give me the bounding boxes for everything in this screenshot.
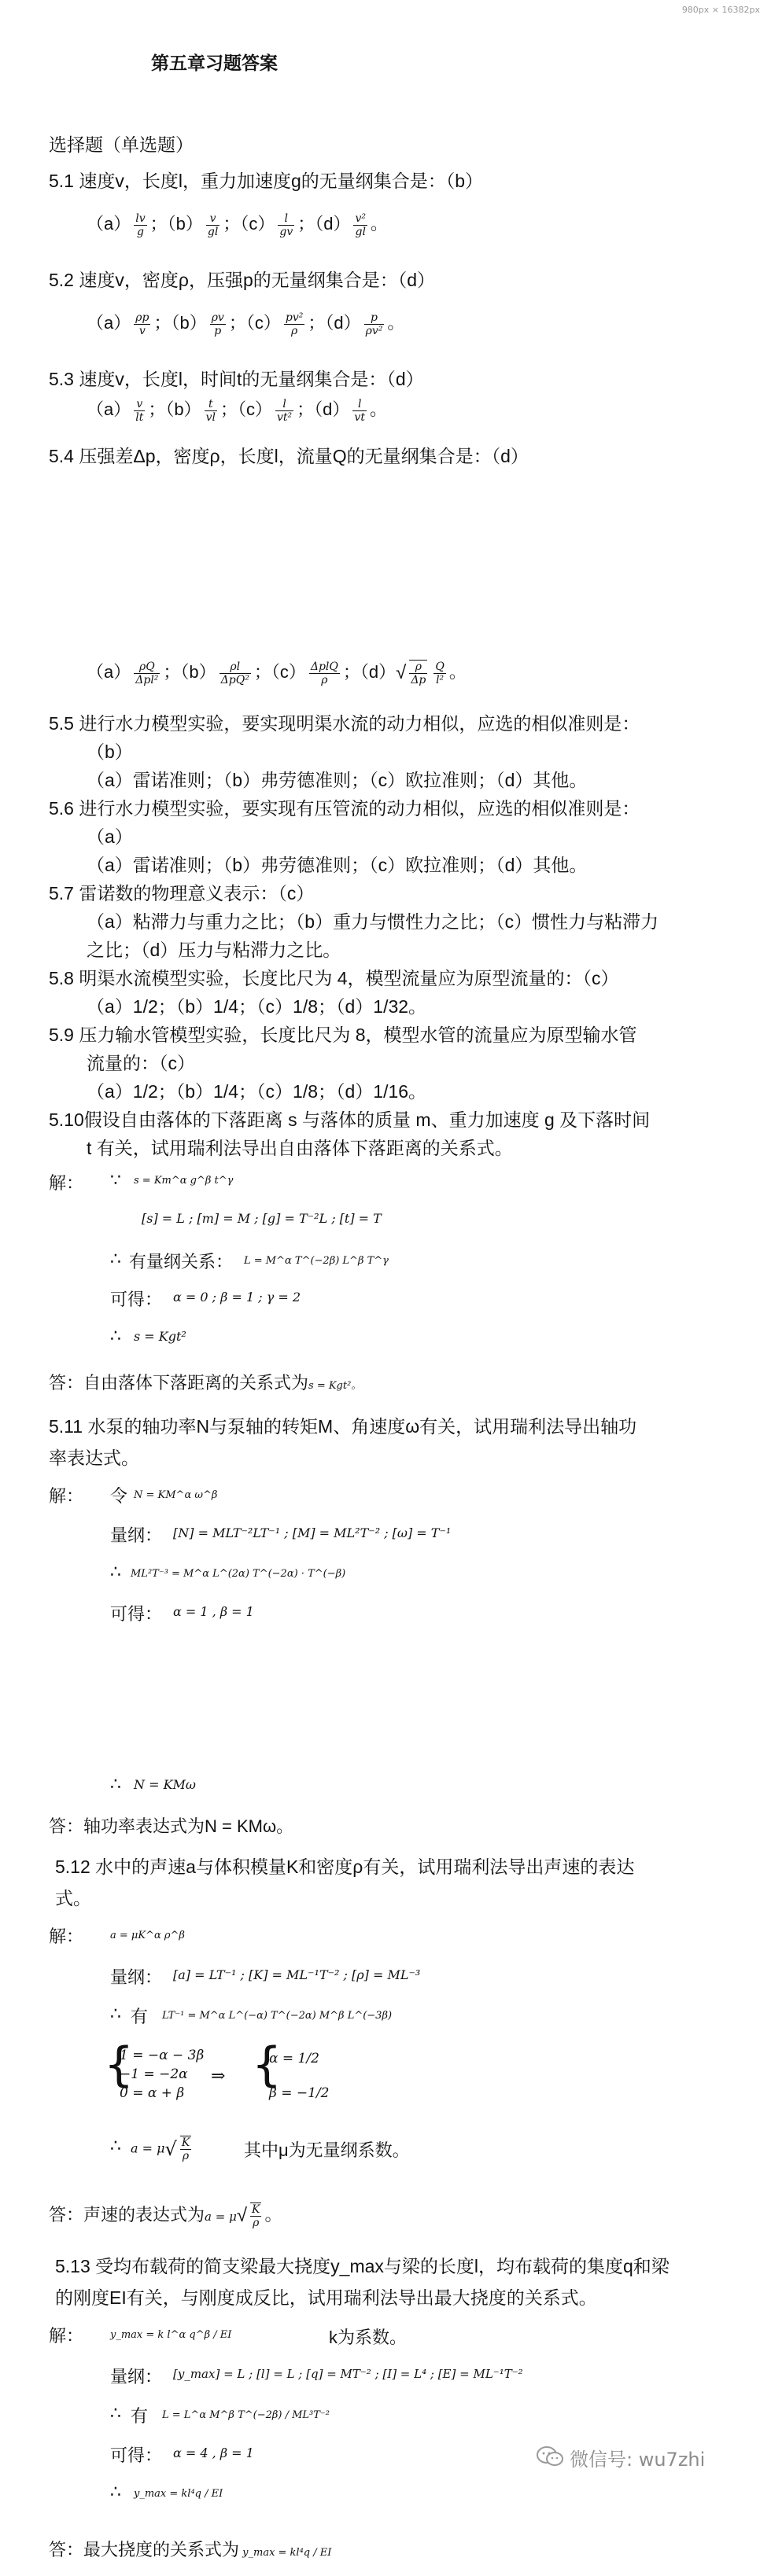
- dimension-label: 量纲：: [110, 1525, 163, 1545]
- question-5-9-line2: 流量的：（c）: [87, 1053, 195, 1073]
- watermark-text: 微信号: wu7zhi: [570, 2449, 706, 2471]
- question-5-11: 5.11 水泵的轴功率N与泵轴的转矩M、角速度ω有关，试用瑞利法导出轴功: [49, 1416, 637, 1437]
- eq-5-12-system: 1 = −α − 3β −1 = −2α 0 = α + β: [120, 2048, 205, 2101]
- solution-label-5-10: 解：: [49, 1173, 84, 1193]
- question-5-9: 5.9 压力输水管模型实验，长度比尺为 8，模型水管的流量应为原型输水管: [49, 1025, 637, 1045]
- question-5-2: 5.2 速度v，密度ρ，压强p的无量纲集合是：（d）: [49, 270, 436, 290]
- eq-5-12-ansatz: a = μK^α ρ^β: [110, 1930, 185, 1941]
- mu-note: 其中μ为无量纲系数。: [244, 2140, 410, 2160]
- eq-5-10-dim-relation: L = M^α T^(−2β) L^β T^γ: [244, 1255, 389, 1267]
- answer-5-10: 答：自由落体下落距离的关系式为s = Kgt²。: [49, 1373, 362, 1393]
- solution-left-brace: {: [252, 2037, 282, 2092]
- options-5-7-line2: 之比；（d）压力与粘滞力之比。: [87, 940, 341, 960]
- question-5-8: 5.8 明渠水流模型实验，长度比尺为 4，模型流量应为原型流量的：（c）: [49, 968, 619, 988]
- let-label: 令: [110, 1486, 128, 1506]
- question-5-7: 5.7 雷诺数的物理意义表示：（c）: [49, 883, 315, 903]
- therefore-symbol: ∴: [110, 1326, 121, 1345]
- therefore-symbol: ∴: [110, 1249, 121, 1268]
- therefore-symbol: ∴: [110, 2482, 121, 2501]
- question-5-12: 5.12 水中的声速a与体积模量K和密度ρ有关，试用瑞利法导出声速的表达: [55, 1857, 635, 1877]
- have-label: 有: [131, 2406, 149, 2426]
- options-5-5: （a）雷诺准则；（b）弗劳德准则；（c）欧拉准则；（d）其他。: [87, 770, 588, 790]
- solution-label-5-12: 解：: [49, 1926, 84, 1946]
- answer-5-6: （a）: [87, 826, 133, 847]
- question-5-10: 5.10假设自由落体的下落距离 s 与落体的质量 m、重力加速度 g 及下落时间: [49, 1110, 651, 1130]
- options-5-3: （a） $\frac{v}{lt}$ ；（b） $\frac{t}{vl}$ ；（c） $\frac{l}{\text{vt²}}$ ；（d） $\frac{l}{vt}$ 。: [87, 397, 387, 424]
- answer-5-13: 答：最大挠度的关系式为 y_max = kl⁴q / EI: [49, 2540, 332, 2559]
- eq-5-12-dim-relation: LT⁻¹ = M^α L^(−α) T^(−2α) M^β L^(−3β): [162, 2010, 393, 2022]
- therefore-symbol: ∴: [110, 1562, 121, 1581]
- answer-5-11: 答：轴功率表达式为N = KMω。: [49, 1816, 294, 1836]
- therefore-symbol: ∴: [110, 2004, 121, 2023]
- eq-5-13-ansatz: y_max = k l^α q^β / EI: [110, 2329, 232, 2341]
- eq-5-12-beta: β = −1/2: [269, 2085, 330, 2101]
- eq-5-10-result: s = Kgt²: [134, 1329, 186, 1344]
- section-heading: 选择题（单选题）: [49, 134, 194, 155]
- dim-relation-label: 有量纲关系：: [129, 1252, 234, 1271]
- dimension-label: 量纲：: [110, 2367, 163, 2386]
- question-5-6: 5.6 进行水力模型实验，要实现有压管流的动力相似，应选的相似准则是：: [49, 798, 640, 819]
- eq-5-13-exponents: α = 4 , β = 1: [173, 2445, 254, 2460]
- eq-5-12-alpha: α = 1/2: [269, 2051, 319, 2066]
- options-5-6: （a）雷诺准则；（b）弗劳德准则；（c）欧拉准则；（d）其他。: [87, 855, 588, 875]
- obtain-label: 可得：: [110, 1290, 163, 1309]
- options-5-8: （a）1/2；（b）1/4；（c）1/8；（d）1/32。: [87, 996, 427, 1017]
- solution-label-5-11: 解：: [49, 1486, 84, 1506]
- eq-5-11-result: N = KMω: [134, 1777, 196, 1792]
- coefficient-note: k为系数。: [329, 2328, 408, 2347]
- answer-5-12: 答：声速的表达式为a = μ√ $\frac{K}{\rho}$ 。: [49, 2203, 282, 2230]
- question-5-5: 5.5 进行水力模型实验，要实现明渠水流的动力相似，应选的相似准则是：: [49, 713, 640, 734]
- question-5-10-line2: t 有关，试用瑞利法导出自由落体下落距离的关系式。: [87, 1138, 513, 1158]
- options-5-1: （a） $\frac{lv}{g}$ ；（b） $\frac{v}{gl}$ ；（c） $\frac{l}{gv}$ ；（d） $\frac{\text{v²}}{gl}$ 。: [87, 212, 389, 238]
- question-5-12-line2: 式。: [55, 1888, 91, 1908]
- therefore-symbol: ∴: [110, 1774, 121, 1794]
- eq-5-13-result: y_max = kl⁴q / EI: [134, 2488, 223, 2500]
- eq-5-11-ansatz: N = KM^α ω^β: [134, 1489, 218, 1501]
- solution-label-5-13: 解：: [49, 2326, 84, 2346]
- obtain-label: 可得：: [110, 2445, 163, 2465]
- options-5-4: （a） $\frac{\rho Q}{\text{Δpl²}}$ ；（b） $\frac{\rho l}{\text{ΔpQ²}}$ ；（c） $\frac{\text{ΔplQ}}{\rho}$ ；（d）√ $\frac{\rho}{\Delta p}$ $\frac{Q}{\text{l²}}$ 。: [87, 660, 467, 687]
- page-title: 第五章习题答案: [151, 53, 278, 74]
- have-label: 有: [131, 2007, 149, 2026]
- image-dimensions-label: 980px × 16382px: [681, 5, 760, 15]
- therefore-symbol: ∴: [110, 2136, 121, 2155]
- question-5-3: 5.3 速度v，长度l，时间t的无量纲集合是：（d）: [49, 369, 424, 389]
- options-5-7-line1: （a）粘滞力与重力之比；（b）重力与惯性力之比；（c）惯性力与粘滞力: [87, 911, 659, 932]
- eq-5-11-dimensions: [N] = MLT⁻²LT⁻¹ ; [M] = ML²T⁻² ; [ω] = T⁻¹: [173, 1525, 452, 1540]
- eq-5-12-dimensions: [a] = LT⁻¹ ; [K] = ML⁻¹T⁻² ; [ρ] = ML⁻³: [173, 1967, 421, 1982]
- options-5-9: （a）1/2；（b）1/4；（c）1/8；（d）1/16。: [87, 1081, 427, 1102]
- question-5-13-line2: 的刚度EI有关，与刚度成反比，试用瑞利法导出最大挠度的关系式。: [55, 2287, 597, 2308]
- eq-5-13-dim-relation: L = L^α M^β T^(−2β) / ML³T⁻²: [162, 2409, 330, 2421]
- implies-arrow: ⇒: [211, 2066, 226, 2086]
- question-5-4: 5.4 压强差Δp，密度ρ，长度l，流量Q的无量纲集合是：（d）: [49, 446, 529, 466]
- because-symbol: ∵: [110, 1170, 121, 1190]
- answer-5-5: （b）: [87, 742, 133, 762]
- question-5-11-line2: 率表达式。: [49, 1448, 139, 1468]
- eq-5-10-dimensions: [s] = L ; [m] = M ; [g] = T⁻²L ; [t] = T: [142, 1211, 382, 1226]
- question-5-13: 5.13 受均布载荷的简支梁最大挠度y_max与梁的长度l，均布载荷的集度q和梁: [55, 2256, 670, 2276]
- eq-5-11-exponents: α = 1 , β = 1: [173, 1604, 254, 1619]
- eq-5-11-dim-relation: ML²T⁻³ = M^α L^(2α) T^(−2α) · T^(−β): [131, 1568, 346, 1580]
- question-5-1: 5.1 速度v，长度l，重力加速度g的无量纲集合是：（b）: [49, 171, 484, 191]
- eq-5-10-exponents: α = 0 ; β = 1 ; γ = 2: [173, 1290, 301, 1305]
- dimension-label: 量纲：: [110, 1967, 163, 1987]
- options-5-2: （a） $\frac{\rho p}{v}$ ；（b） $\frac{\rho v}{p}$ ；（c） $\frac{\text{pv²}}{\rho}$ ；（d） $\frac{p}{\text{ρv²}}$ 。: [87, 311, 405, 337]
- eq-5-12-result: a = μ√ $\frac{K}{\rho}$: [131, 2136, 190, 2163]
- system-left-brace: {: [104, 2037, 135, 2092]
- wechat-icon: [537, 2445, 563, 2467]
- eq-5-13-dimensions: [y_max] = L ; [l] = L ; [q] = MT⁻² ; [I] = L⁴ ; [E] = ML⁻¹T⁻²: [173, 2367, 523, 2381]
- obtain-label: 可得：: [110, 1604, 163, 1624]
- therefore-symbol: ∴: [110, 2403, 121, 2423]
- eq-5-10-ansatz: s = Km^α g^β t^γ: [134, 1175, 234, 1187]
